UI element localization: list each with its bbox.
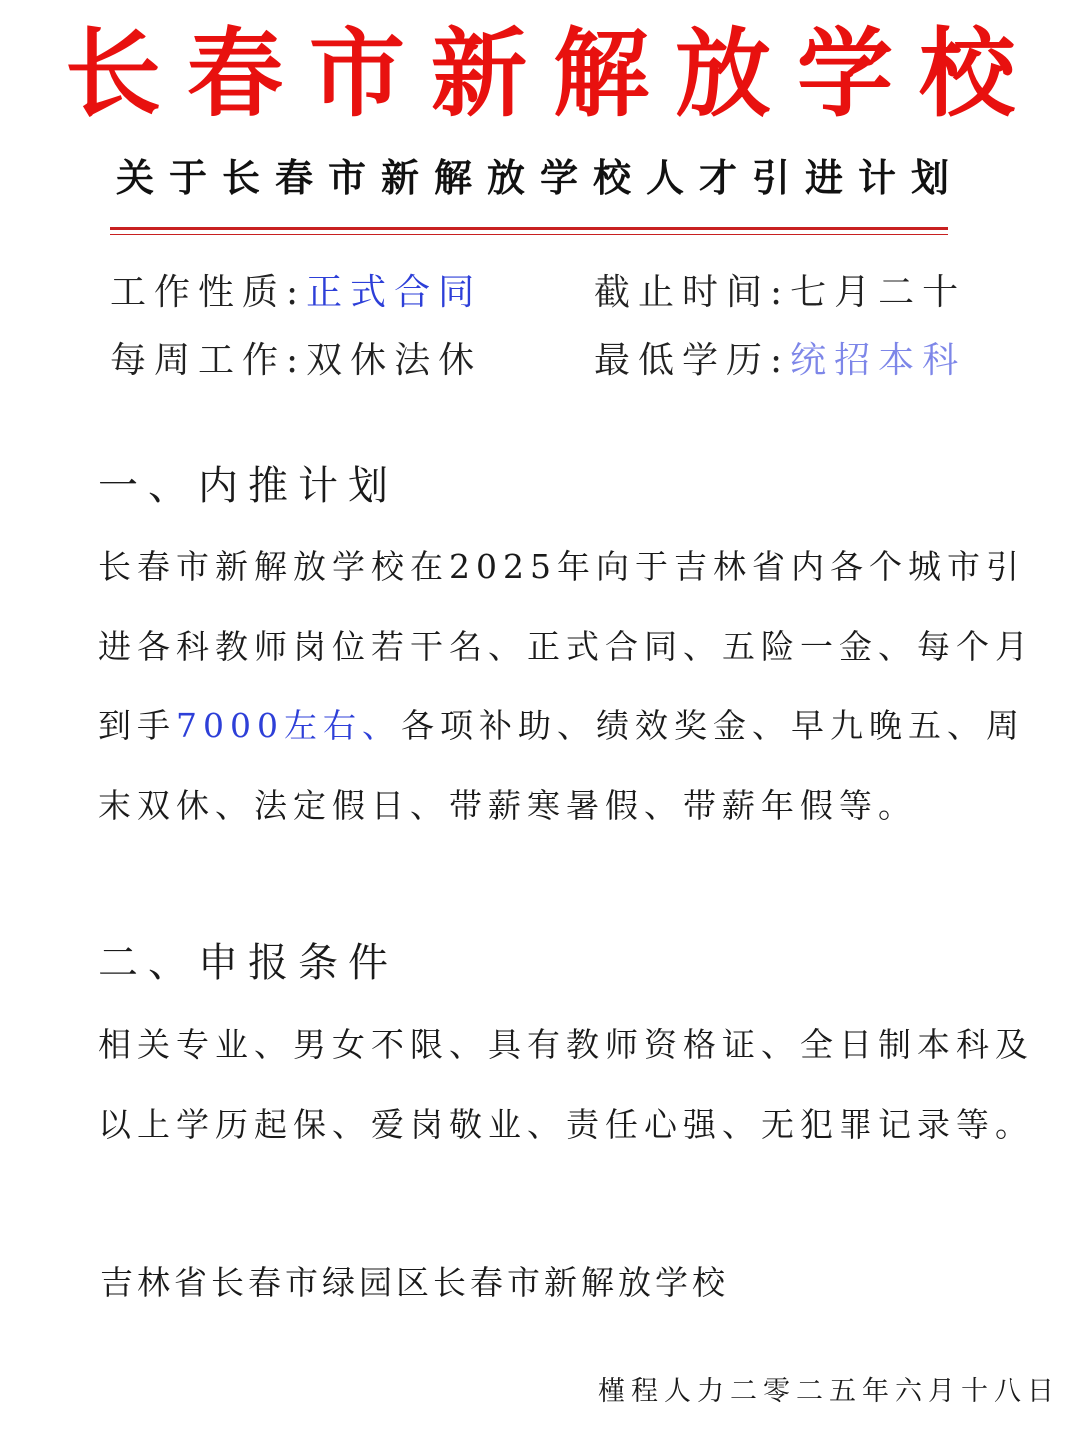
title-divider <box>110 227 948 230</box>
info-education <box>594 336 966 386</box>
document-subtitle: 关于长春市新解放学校人才引进计划 <box>115 156 964 200</box>
deadline-label: 截止时间: <box>594 272 791 313</box>
referral-text-b: 各项补助、绩效奖金、早九晚五、周末双休、法定假日、带薪寒暑假、带薪年假等。 <box>98 706 1025 825</box>
work-nature-label: 工作性质: <box>110 272 307 313</box>
section-heading-referral: 一、内推计划 <box>98 463 398 509</box>
title-divider-thin <box>110 234 948 235</box>
weekly-value: 双休法休 <box>306 340 483 381</box>
education-label: 最低学历: <box>594 340 791 381</box>
section-text-referral <box>98 527 1058 845</box>
referral-text-a: 长春市新解放学校在2025年向于吉林省内各个城市引进各科教师岗位若干名、正式合同、五险一金、每个月到手 <box>98 547 1034 745</box>
deadline-value: 七月二十 <box>790 272 967 313</box>
school-address: 吉林省长春市绿园区长春市新解放学校 <box>100 1263 729 1302</box>
info-weekly <box>110 336 482 386</box>
info-deadline <box>594 268 966 318</box>
work-nature-value: 正式合同 <box>306 272 483 313</box>
info-work-nature <box>110 268 482 318</box>
footer-signature-date: 槿程人力二零二五年六月十八日 <box>598 1376 1060 1407</box>
weekly-label: 每周工作: <box>110 340 307 381</box>
salary-highlight: 7000左右、 <box>176 706 401 745</box>
masthead-title: 长春市新解放学校 <box>65 17 1041 130</box>
education-value: 统招本科 <box>790 340 967 381</box>
section-text-requirements: 相关专业、男女不限、具有教师资格证、全日制本科及以上学历起保、爱岗敬业、责任心强、无犯罪记录等。 <box>98 1025 1034 1144</box>
section-heading-requirements: 二、申报条件 <box>98 940 398 986</box>
